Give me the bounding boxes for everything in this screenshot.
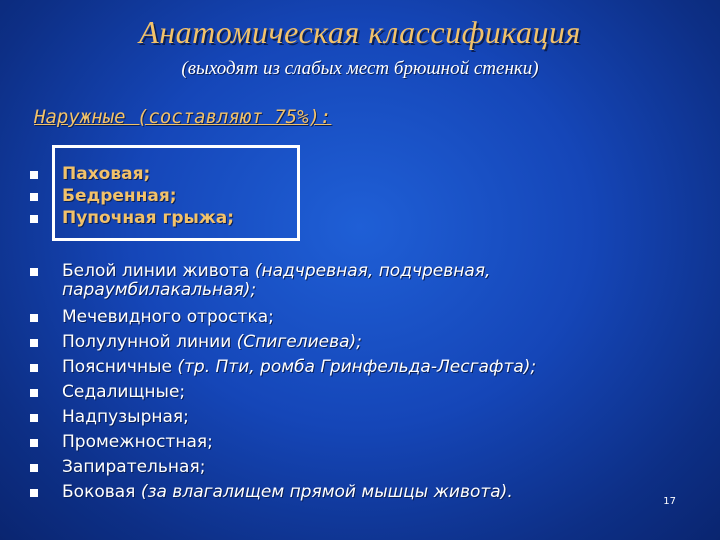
list-item-text: Запирательная; [62,457,206,477]
list-item-text: Мечевидного отростка; [62,307,274,327]
bullet-icon [30,193,38,201]
list-item-note: (за влагалищем прямой мышцы живота). [140,482,513,502]
slide-subtitle: (выходят из слабых мест брюшной стенки) [181,58,539,79]
list-item-note: (Спигелиева); [236,332,362,352]
bullet-icon [30,389,38,397]
list-item-note: (тр. Пти, ромба Гринфельда-Лесгафта); [177,357,537,377]
list-item-text: Поясничные [62,357,178,377]
bullet-icon [30,414,38,422]
list-item-continuation: параумбилакальная); [62,280,257,300]
bullet-icon [30,339,38,347]
bullet-icon [30,171,38,179]
list-item-text: Надпузырная; [62,407,189,427]
list-item-text: Боковая [62,482,141,502]
list-item-text: Полулунной линии [62,332,237,352]
page-number: 17 [663,496,676,507]
list-item-text: Паховая; [62,164,151,184]
list-item-text: Седалищные; [62,382,186,402]
list-item-text: Бедренная; [62,186,177,206]
bullet-icon [30,464,38,472]
bullet-icon [30,314,38,322]
section-heading: Наружные (составляют 75%): [34,106,332,128]
slide-title: Анатомическая классификация [139,14,581,50]
bullet-icon [30,268,38,276]
bullet-icon [30,439,38,447]
list-item-note: (надчревная, подчревная, [254,261,491,281]
bullet-icon [30,364,38,372]
list-item-text: Белой линии живота [62,261,255,281]
bullet-icon [30,215,38,223]
bullet-icon [30,489,38,497]
list-item-text: Пупочная грыжа; [62,208,235,228]
list-item-text: Промежностная; [62,432,213,452]
